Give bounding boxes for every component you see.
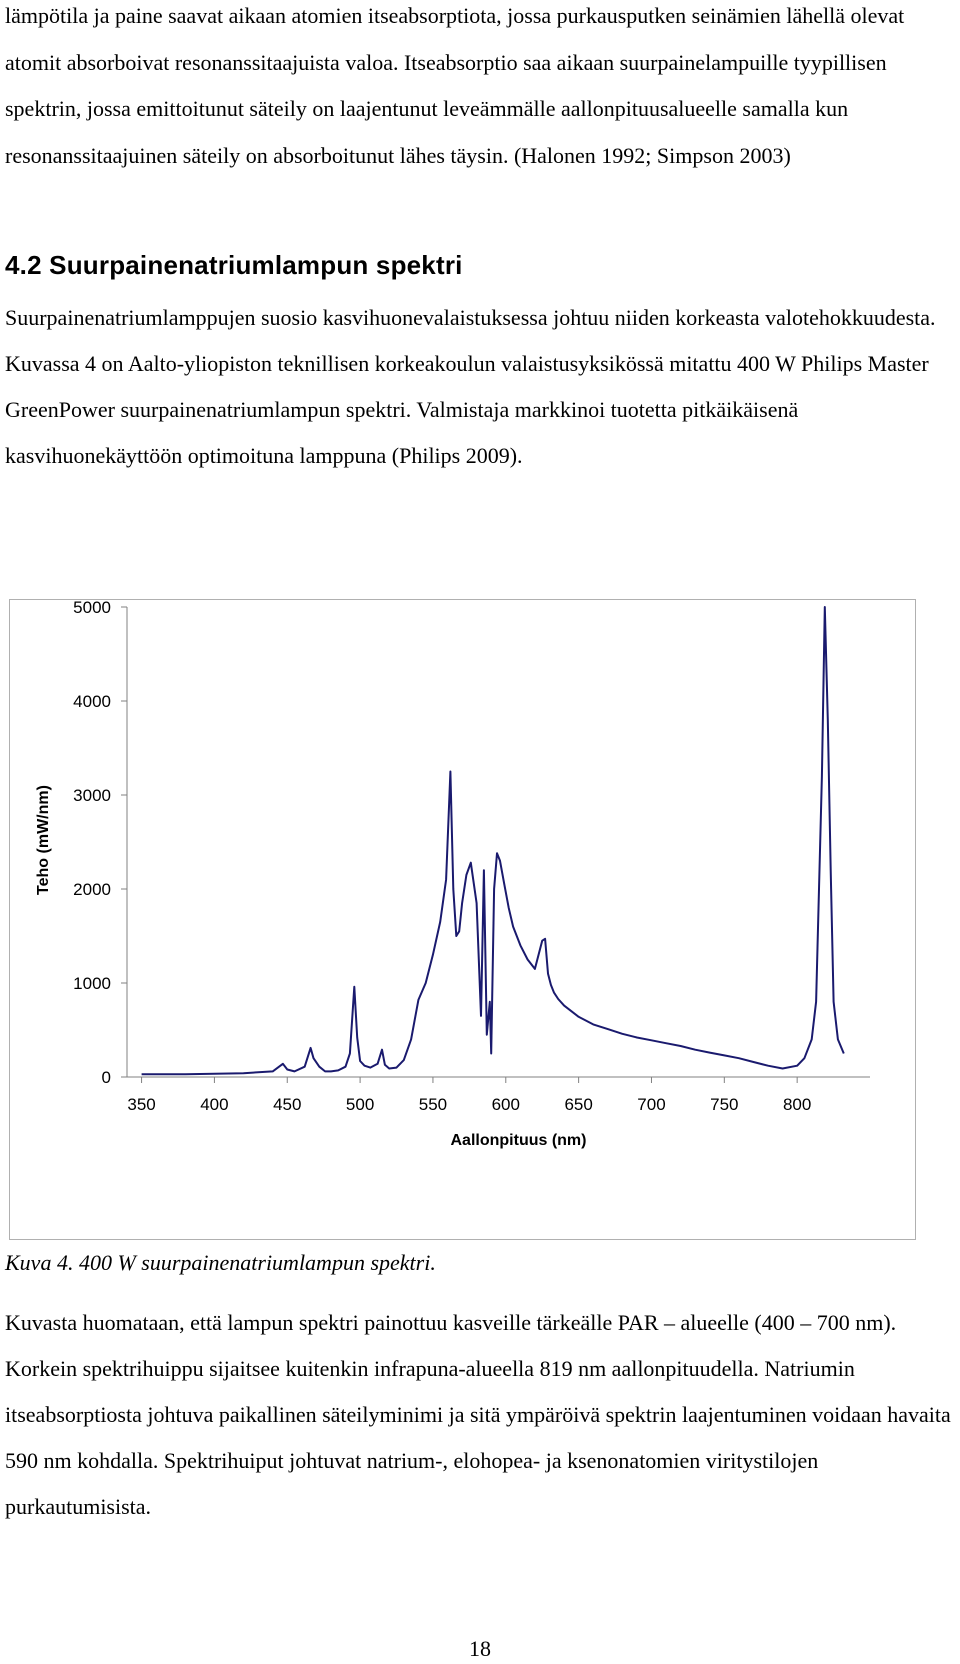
y-tick-label: 4000 bbox=[73, 692, 111, 711]
x-tick-label: 450 bbox=[273, 1095, 302, 1114]
x-tick-label: 750 bbox=[710, 1095, 739, 1114]
spectrum-chart bbox=[10, 600, 915, 1239]
x-tick-label: 600 bbox=[491, 1095, 520, 1114]
x-axis-title: Aallonpituus (nm) bbox=[450, 1132, 587, 1149]
chart-tick-labels bbox=[73, 600, 811, 1114]
y-tick-label: 0 bbox=[101, 1068, 111, 1087]
body-paragraph-intro: Suurpainenatriumlamppujen suosio kasvihuonevalaistuksessa johtuu niiden korkeasta valotehokkuudesta. Kuvassa 4 on Aalto-yliopiston teknillisen korkeakoulun valaistusyksikössä mitattu 400 W Philips Master GreenPower suurpainenatriumlampun spektri. Valmistaja markkinoi tuotetta pitkäikäisenä kasvihuonekäyttöön optimoituna lamppuna (Philips 2009). bbox=[5, 305, 936, 468]
y-tick-label: 2000 bbox=[73, 880, 111, 899]
section-heading: 4.2 Suurpainenatriumlampun spektri bbox=[5, 250, 463, 280]
y-tick-label: 5000 bbox=[73, 600, 111, 617]
chart-series bbox=[142, 607, 844, 1074]
body-paragraph-top: lämpötila ja paine saavat aikaan atomien itseabsorptiota, jossa purkausputken seinämien lähellä olevat atomit absorboivat resonanssitaajuista valoa. Itseabsorptio saa aikaan suurpainelampuille tyypillisen spektrin, jossa emittoitunut säteily on laajentunut leveämmälle aallonpituusalueelle samalla kun resonanssitaajuinen säteily on absorboitunut lähes täysin. (Halonen 1992; Simpson 2003) bbox=[5, 3, 905, 168]
y-axis-title: Teho (mW/nm) bbox=[35, 785, 52, 895]
x-tick-label: 700 bbox=[637, 1095, 666, 1114]
x-tick-label: 800 bbox=[782, 1095, 812, 1114]
body-paragraph-bottom: Kuvasta huomataan, että lampun spektri painottuu kasveille tärkeälle PAR – alueelle (400 – 700 nm). Korkein spektrihuippu sijaitsee kuitenkin infrapuna-alueella 819 nm aallonpituudella. Natriumin itseabsorptiosta johtuva paikallinen säteilyminimi ja sitä ympäröivä spektrin laajentuminen voidaan havaita 590 nm kohdalla. Spektrihuiput johtuvat natrium-, elohopea- ja ksenonatomien viritystilojen purkautumisista. bbox=[5, 1310, 951, 1519]
spectrum-line-0 bbox=[142, 607, 844, 1074]
x-tick-label: 650 bbox=[564, 1095, 593, 1114]
y-tick-label: 1000 bbox=[73, 974, 111, 993]
chart-axes bbox=[127, 607, 870, 1077]
x-tick-label: 550 bbox=[418, 1095, 448, 1114]
figure-caption: Kuva 4. 400 W suurpainenatriumlampun spektri. bbox=[5, 1250, 436, 1275]
chart-ticks bbox=[121, 607, 797, 1083]
figure-frame bbox=[9, 599, 916, 1240]
x-tick-label: 350 bbox=[127, 1095, 156, 1114]
page-number: 18 bbox=[469, 1636, 491, 1661]
x-tick-label: 500 bbox=[345, 1095, 375, 1114]
x-tick-label: 400 bbox=[200, 1095, 229, 1114]
y-tick-label: 3000 bbox=[73, 786, 111, 805]
